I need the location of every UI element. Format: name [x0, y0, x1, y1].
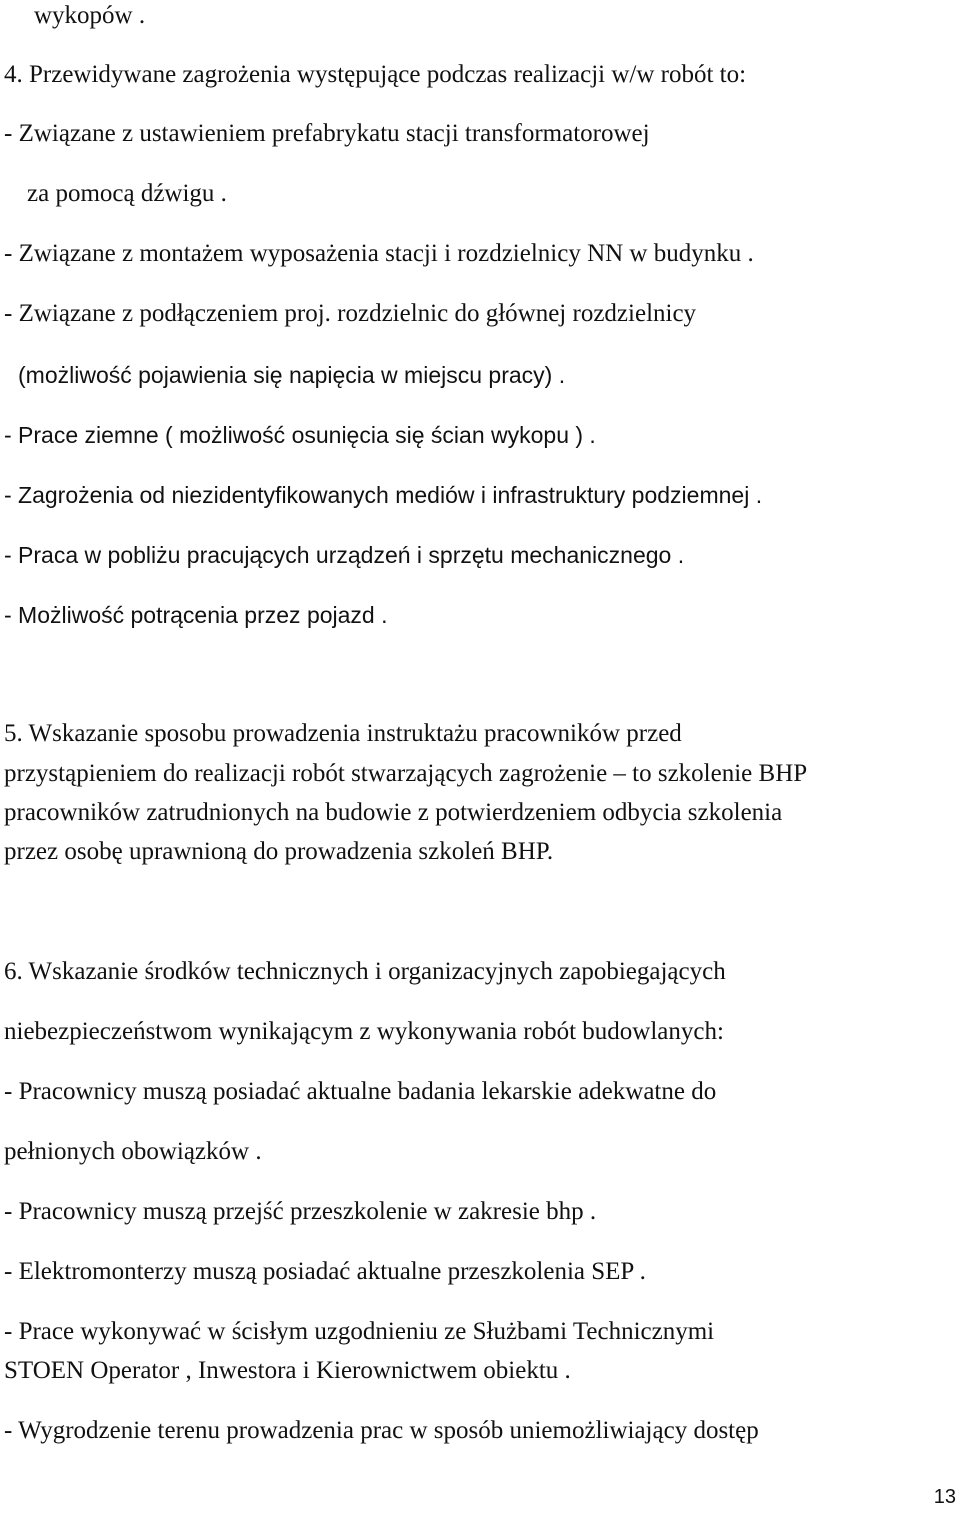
- measure-item-medical-cont: pełnionych obowiązków .: [4, 1138, 262, 1165]
- measure-item-medical: - Pracownicy muszą posiadać aktualne badania lekarskie adekwatne do: [4, 1078, 717, 1105]
- measure-item-coordination-cont: STOEN Operator , Inwestora i Kierownictwem obiektu .: [4, 1357, 571, 1384]
- hazard-item-utilities: - Zagrożenia od niezidentyfikowanych mediów i infrastruktury podziemnej .: [4, 482, 763, 508]
- section-6-line-1: 6. Wskazanie środków technicznych i organizacyjnych zapobiegających: [4, 958, 726, 985]
- section-5-line-1: 5. Wskazanie sposobu prowadzenia instruktażu pracowników przed: [4, 720, 682, 747]
- page-number: 13: [933, 1486, 956, 1508]
- hazard-item-prefabricate: - Związane z ustawieniem prefabrykatu stacji transformatorowej: [4, 120, 650, 147]
- measure-item-fencing: - Wygrodzenie terenu prowadzenia prac w sposób uniemożliwiający dostęp: [4, 1417, 759, 1444]
- hazard-item-connection-cont: (możliwość pojawienia się napięcia w miejscu pracy) .: [18, 362, 566, 388]
- hazard-item-earthworks: - Prace ziemne ( możliwość osunięcia się ścian wykopu ) .: [4, 422, 596, 448]
- hazard-item-connection: - Związane z podłączeniem proj. rozdzielnic do głównej rozdzielnicy: [4, 300, 697, 327]
- section-5-line-4: przez osobę uprawnioną do prowadzenia szkoleń BHP.: [4, 838, 554, 865]
- section-5-line-3: pracowników zatrudnionych na budowie z potwierdzeniem odbycia szkolenia: [4, 799, 783, 826]
- hazard-item-assembly: - Związane z montażem wyposażenia stacji i rozdzielnicy NN w budynku .: [4, 240, 754, 267]
- hazard-item-machinery: - Praca w pobliżu pracujących urządzeń i sprzętu mechanicznego .: [4, 542, 685, 568]
- hazard-item-vehicle: - Możliwość potrącenia przez pojazd .: [4, 602, 388, 628]
- measure-item-training: - Pracownicy muszą przejść przeszkolenie w zakresie bhp .: [4, 1198, 597, 1225]
- measure-item-coordination: - Prace wykonywać w ścisłym uzgodnieniu ze Służbami Technicznymi: [4, 1318, 715, 1345]
- hazard-item-prefabricate-cont: za pomocą dźwigu .: [27, 180, 227, 207]
- measure-item-sep: - Elektromonterzy muszą posiadać aktualne przeszkolenia SEP .: [4, 1258, 646, 1285]
- section-4-heading: 4. Przewidywane zagrożenia występujące podczas realizacji w/w robót to:: [4, 61, 747, 88]
- text-line-wykopow: wykopów .: [34, 2, 146, 29]
- section-6-line-2: niebezpieczeństwom wynikającym z wykonywania robót budowlanych:: [4, 1018, 724, 1045]
- section-5-line-2: przystąpieniem do realizacji robót stwarzających zagrożenie – to szkolenie BHP: [4, 760, 808, 787]
